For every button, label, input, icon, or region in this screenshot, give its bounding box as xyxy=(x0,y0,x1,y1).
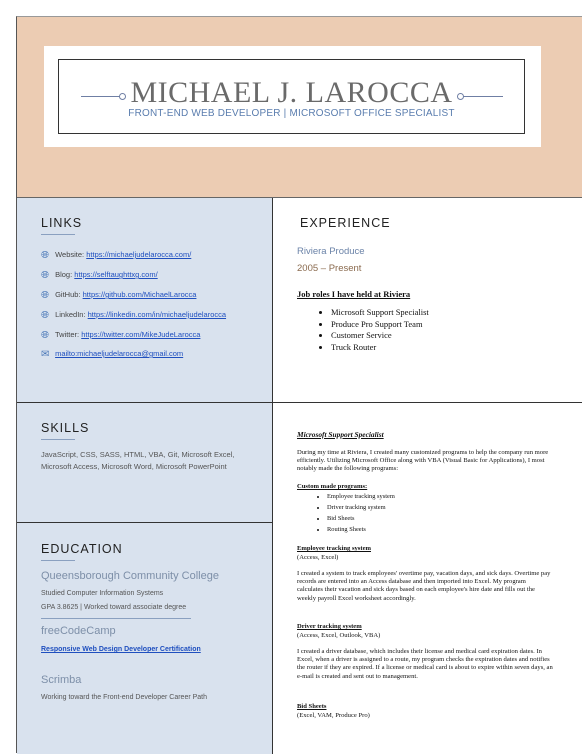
experience-company: Riviera Produce xyxy=(297,246,365,257)
name-card xyxy=(44,46,541,147)
header-band xyxy=(17,17,582,198)
website-link[interactable]: https://michaeljudelarocca.com/ xyxy=(86,250,192,259)
globe-icon: 🌐︎ xyxy=(41,290,49,301)
link-website xyxy=(41,250,191,261)
edu-divider xyxy=(41,618,191,619)
link-email xyxy=(41,349,183,360)
list-item: • Routing Sheets xyxy=(327,524,395,535)
roles-list xyxy=(315,307,429,353)
edu-scrimba-line1: Working toward the Front-end Developer Career Path xyxy=(41,694,208,701)
list-item: • Driver tracking system xyxy=(327,502,395,513)
skills-section xyxy=(17,403,272,523)
tagline: FRONT-END WEB DEVELOPER | MICROSOFT OFFICE SPECIALIST xyxy=(128,108,455,119)
list-item: • Bid Sheets xyxy=(327,513,395,524)
employee-tracking-tech: (Access, Excel) xyxy=(297,554,339,561)
links-rule xyxy=(41,234,75,235)
full-name: MICHAEL J. LAROCCA xyxy=(130,76,453,109)
edu-school-qcc: Queensborough Community College xyxy=(41,570,219,582)
globe-icon: 🌐︎ xyxy=(41,330,49,341)
skills-list: JavaScript, CSS, SASS, HTML, VBA, Git, Microsoft Excel, Microsoft Access, Microsoft Word, Microsoft PowerPoint xyxy=(41,450,235,471)
edu-qcc-line2: GPA 3.8625 | Worked toward associate degree xyxy=(41,604,187,611)
right-column xyxy=(272,198,582,754)
details-heading: Microsoft Support Specialist xyxy=(297,430,384,439)
link-blog xyxy=(41,270,158,281)
edu-school-fcc: freeCodeCamp xyxy=(41,625,116,637)
experience-title: EXPERIENCE xyxy=(300,216,391,230)
list-item: • Employee tracking system xyxy=(327,491,395,502)
globe-icon: 🌐︎ xyxy=(41,250,49,261)
custom-programs-list xyxy=(313,491,395,535)
edu-fcc-cert-link[interactable]: Responsive Web Design Developer Certification xyxy=(41,646,201,653)
link-label: Website: xyxy=(55,250,85,259)
driver-tracking-text: I created a driver database, which includes their license and medical card expiration dates. In Excel, when a driver is assigned to a route, my program checks the expiration dates and notifies the router if they are expired. If a license or medical card is about to expire within seven days, an e-mail is created and sent out to management. xyxy=(297,648,553,680)
list-item: • Customer Service xyxy=(331,330,429,342)
custom-programs-heading: Custom made programs: xyxy=(297,483,368,490)
driver-tracking-heading: Driver tracking system xyxy=(297,623,362,630)
education-section xyxy=(17,523,272,754)
link-linkedin xyxy=(41,310,226,321)
edu-school-scrimba: Scrimba xyxy=(41,674,82,686)
link-label: Blog: xyxy=(55,270,73,279)
roles-heading: Job roles I have held at Riviera xyxy=(297,289,411,299)
link-label: GitHub: xyxy=(55,290,81,299)
experience-section xyxy=(273,198,582,403)
name-frame xyxy=(58,59,525,134)
twitter-link[interactable]: https://twitter.com/MikeJudeLarocca xyxy=(81,330,201,339)
resume-page xyxy=(16,16,582,753)
link-label: LinkedIn: xyxy=(55,310,86,319)
list-item: • Truck Router xyxy=(331,342,429,354)
list-item: • Microsoft Support Specialist xyxy=(331,307,429,319)
details-section xyxy=(273,403,582,754)
experience-dates: 2005 – Present xyxy=(297,263,362,274)
globe-icon: 🌐︎ xyxy=(41,270,49,281)
email-link[interactable]: mailto:michaeljudelarocca@gmail.com xyxy=(55,349,184,358)
skills-rule xyxy=(41,439,75,440)
education-rule xyxy=(41,560,75,561)
employee-tracking-heading: Employee tracking system xyxy=(297,545,371,552)
bid-sheets-heading: Bid Sheets xyxy=(297,703,327,710)
link-label: Twitter: xyxy=(54,330,80,339)
bid-sheets-tech: (Excel, VAM, Produce Pro) xyxy=(297,712,370,719)
blog-link[interactable]: https://selftaughttxg.com/ xyxy=(74,270,158,279)
globe-icon: 🌐︎ xyxy=(41,310,49,321)
link-github xyxy=(41,290,196,301)
list-item: • Produce Pro Support Team xyxy=(331,319,429,331)
github-link[interactable]: https://github.com/MichaelLarocca xyxy=(82,290,197,299)
edu-qcc-line1: Studied Computer Information Systems xyxy=(41,590,164,597)
education-title: EDUCATION xyxy=(41,542,123,556)
left-column xyxy=(17,198,272,754)
links-title: LINKS xyxy=(41,216,83,230)
links-section xyxy=(17,198,272,403)
linkedin-link[interactable]: https://linkedin.com/in/michaeljudelarocca xyxy=(87,310,227,319)
details-intro: During my time at Riviera, I created many customized programs to help the company run more efficiently. Utilizing Microsoft Office along with VBA (Visual Basic for Applications), I most notably made the following programs: xyxy=(297,449,549,473)
driver-tracking-tech: (Access, Excel, Outlook, VBA) xyxy=(297,632,381,639)
mail-icon: ✉︎ xyxy=(41,349,50,360)
link-twitter xyxy=(41,330,200,341)
employee-tracking-text: I created a system to track employees' overtime pay, vacation days, and sick days. Overtime pay records are entered into an Access database and then imported into Excel. My program calculates their vacation and sick days based on each employee's hire date and fills out the weekly payroll Excel worksheet accordingly. xyxy=(297,570,551,602)
skills-title: SKILLS xyxy=(41,421,90,435)
